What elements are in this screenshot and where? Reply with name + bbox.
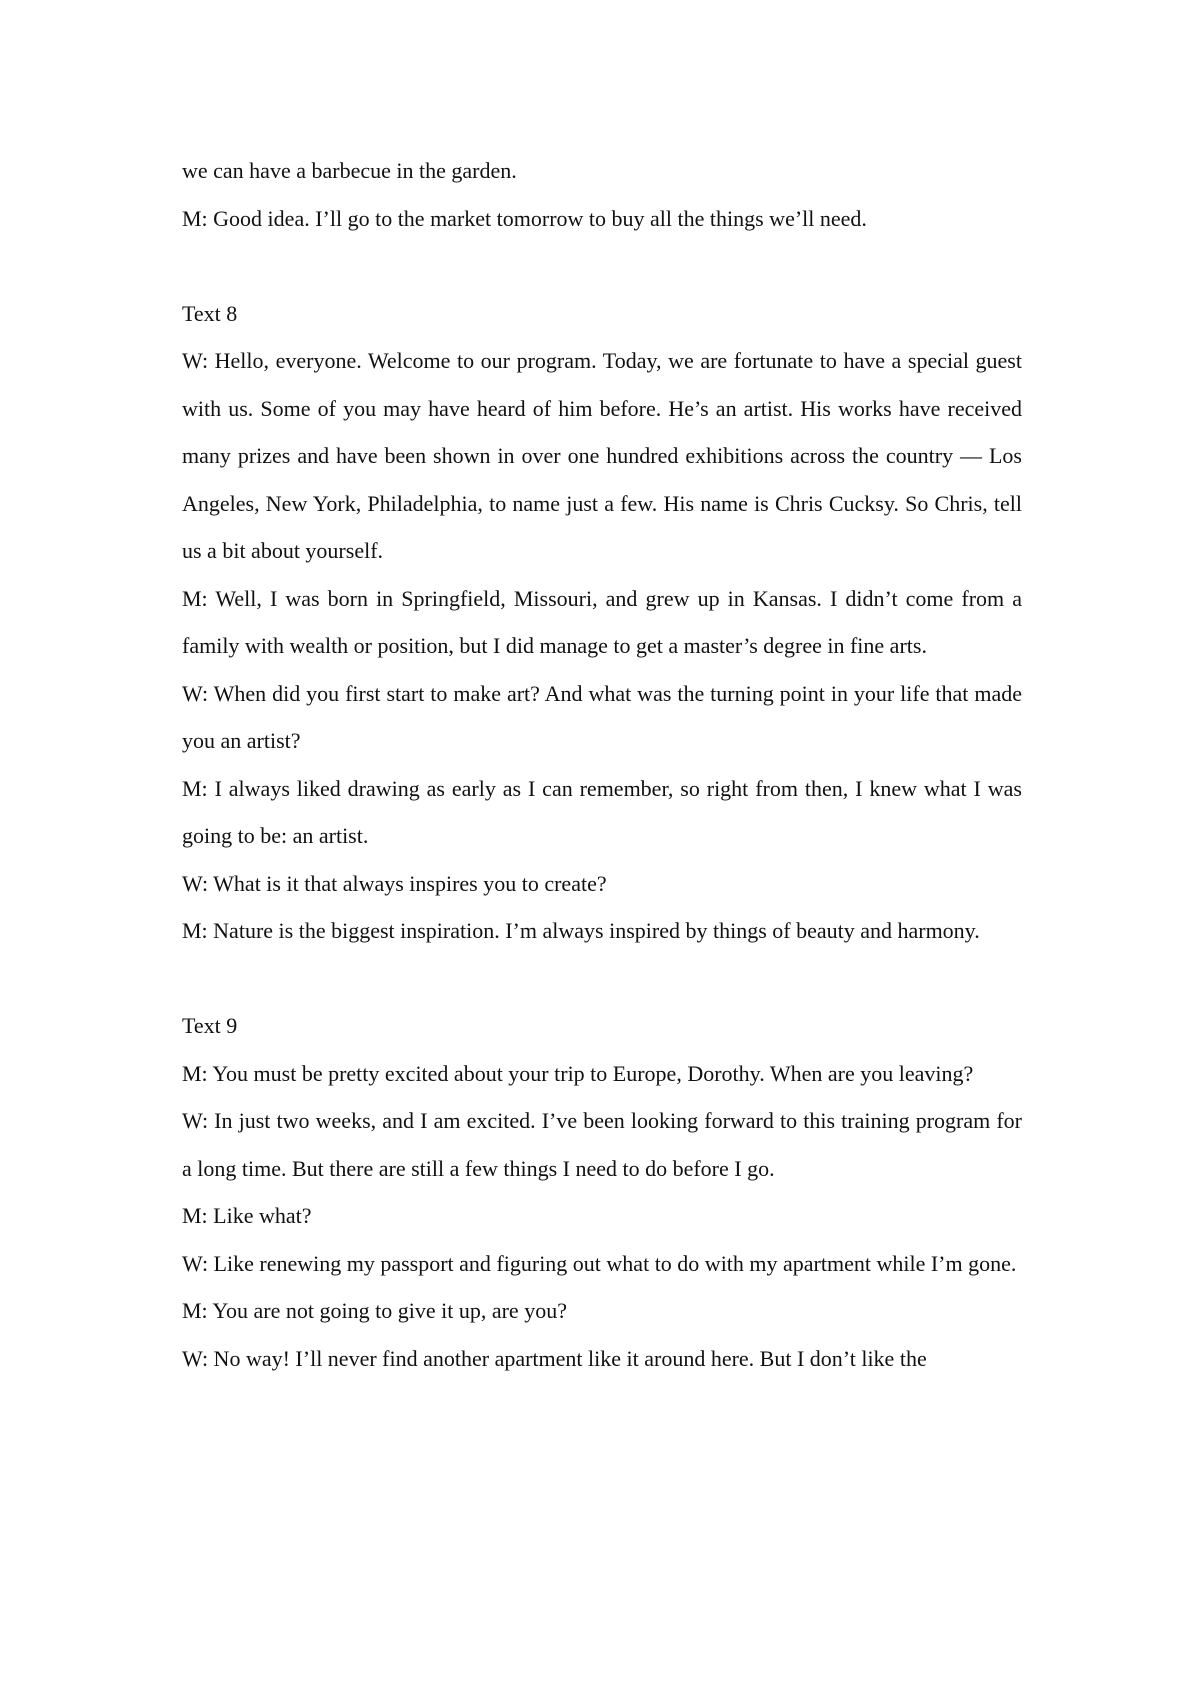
dialogue-line: M: Nature is the biggest inspiration. I’m always inspired by things of beauty and harmony.: [182, 918, 980, 943]
section-spacer: [182, 242, 1022, 290]
intro-line-1: we can have a barbecue in the garden.: [182, 158, 517, 183]
intro-line-2: M: Good idea. I’ll go to the market tomorrow to buy all the things we’ll need.: [182, 205, 867, 231]
dialogue-line: W: In just two weeks, and I am excited. I’ve been looking forward to this training program for a long time. But there are still a few things I need to do before I go.: [182, 1108, 1022, 1181]
dialogue-line: M: I always liked drawing as early as I can remember, so right from then, I knew what I was going to be: an artist.: [182, 775, 1022, 848]
dialogue-line: W: No way! I’ll never find another apartment like it around here. But I don’t like the: [182, 1345, 927, 1371]
section-heading-text-8: Text 8: [182, 300, 238, 326]
dialogue-line: M: You must be pretty excited about your trip to Europe, Dorothy. When are you leaving?: [182, 1060, 974, 1086]
document-body: [182, 147, 1022, 1382]
dialogue-line: W: What is it that always inspires you to create?: [182, 870, 607, 896]
section-spacer: [182, 955, 1022, 1003]
dialogue-line: M: You are not going to give it up, are you?: [182, 1298, 567, 1323]
dialogue-line: M: Well, I was born in Springfield, Missouri, and grew up in Kansas. I didn’t come from a family with wealth or position, but I did manage to get a master’s degree in fine arts.: [182, 585, 1022, 658]
dialogue-line: W: Like renewing my passport and figuring out what to do with my apartment while I’m gone.: [182, 1250, 1017, 1276]
dialogue-line: W: When did you first start to make art? And what was the turning point in your life that made you an artist?: [182, 680, 1022, 753]
dialogue-line: M: Like what?: [182, 1203, 312, 1228]
dialogue-line: W: Hello, everyone. Welcome to our program. Today, we are fortunate to have a special guest with us. Some of you may have heard of him before. He’s an artist. His works have received many prizes and have been shown in over one hundred exhibitions across the country — Los Angeles, New York, Philadelphia, to name just a few. His name is Chris Cucksy. So Chris, tell us a bit about yourself.: [182, 348, 1022, 563]
section-heading-text-9: Text 9: [182, 1013, 238, 1038]
